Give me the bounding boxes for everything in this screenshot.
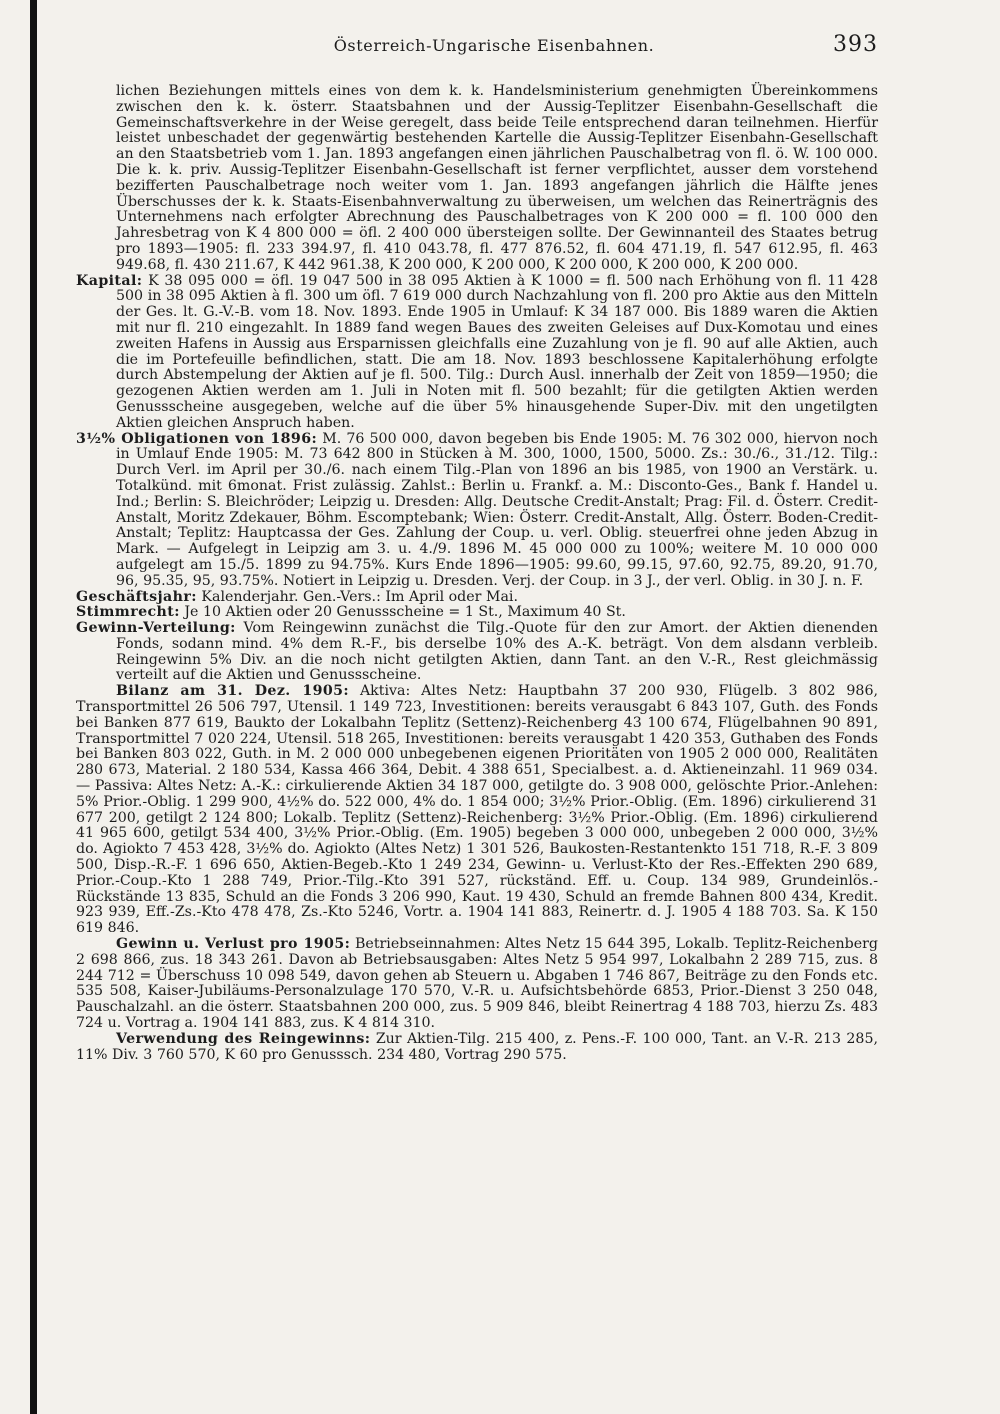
paragraph-text: lichen Beziehungen mittels eines von dem k. k. Handelsministerium genehmigten Übereinkommens zwischen den k. k. österr. Staatsbahnen und der Aussig-Teplitzer Eisenbahn-Gesellschaft die Gemeinschaftsverkehre in der Weise geregelt, dass beide Teile entsprechend daran teilnehmen. Hierfür leistet unbeschadet der gegenwärtig bestehenden Kartelle die Aussig-Teplitzer Eisenbahn-Gesellschaft an den Staatsbetrieb vom 1. Jan. 1893 angefangen einen jährlichen Pauschalbetrag von fl. ö. W. 100 000. Die k. k. priv. Aussig-Teplitzer Eisenbahn-Gesellschaft ist ferner verpflichtet, ausser dem vorstehend bezifferten Pauschalbetrage noch weiter vom 1. Jan. 1893 angefangen jährlich die Hälfte jenes Überschusses der k. k. Staats-Eisenbahnverwaltung zu überweisen, um welchen das Reinerträgnis des Unternehmens nach erfolgter Abrechnung des Pauschalbetrages von K 200 000 = fl. 100 000 den Jahresbetrag von K 4 800 000 = öfl. 2 400 000 übersteigen sollte. Der Gewinnanteil des Staates betrug pro 1893—1905: fl. 233 394.97, fl. 410 043.78, fl. 477 876.52, fl. 604 471.19, fl. 547 612.95, fl. 463 949.68, fl. 430 211.67, K 442 961.38, K 200 000, K 200 000, K 200 000, K 200 000, K 200 000.	[116, 83, 878, 273]
paragraph-text: Vom Reingewinn zunächst die Tilg.-Quote für den zur Amort. der Aktien dienenden Fonds, sodann mind. 4% dem R.-F., bis derselbe 10% des A.-K. beträgt. Von dem alsdann verbleib. Reingewinn 5% Div. an die noch nicht getilgten Aktien, dann Tant. an den V.-R., Rest gleichmässig verteilt auf die Aktien und Genussscheine.	[116, 620, 878, 684]
section-heading: Bilanz am 31. Dez. 1905:	[116, 683, 350, 700]
paragraph-text: M. 76 500 000, davon begeben bis Ende 1905: M. 76 302 000, hiervon noch in Umlauf Ende 1905: M. 73 642 800 in Stücken à M. 300, 1000, 1500, 5000. Zs.: 30./6., 31./12. Tilg.: Durch Verl. im April per 30./6. nach einem Tilg.-Plan von 1896 an bis 1985, von 1900 an Verstärk. u. Totalkünd. mit 6monat. Frist zulässig. Zahlst.: Berlin u. Frankf. a. M.: Disconto-Ges., Bank f. Handel u. Ind.; Berlin: S. Bleichröder; Leipzig u. Dresden: Allg. Deutsche Credit-Anstalt; Prag: Fil. d. Österr. Credit-Anstalt, Moritz Zdekauer, Böhm. Escomptebank; Wien: Österr. Credit-Anstalt, Allg. Österr. Boden-Credit-Anstalt; Teplitz: Hauptcassa der Ges. Zahlung der Coup. u. verl. Oblig. steuerfrei ohne jeden Abzug in Mark. — Aufgelegt in Leipzig am 3. u. 4./9. 1896 M. 45 000 000 zu 100%; weitere M. 10 000 000 aufgelegt am 15./5. 1899 zu 94.75%. Kurs Ende 1896—1905: 99.60, 99.15, 97.60, 92.75, 89.20, 91.70, 96, 95.35, 95, 93.75%. Notiert in Leipzig u. Dresden. Verj. der Coup. in 3 J., der verl. Oblig. in 30 J. n. F.	[116, 430, 879, 589]
page-title: Österreich-Ungarische Eisenbahnen.	[333, 36, 655, 55]
paragraph-verwendung	[76, 1032, 878, 1064]
paragraph-text: Aktiva: Altes Netz: Hauptbahn 37 200 930, Flügelb. 3 802 986, Transportmittel 26 506 797, Utensil. 1 149 723, Investitionen: bereits verausgabt 6 843 107, Guth. des Fonds bei Banken 877 619, Baukto der Lokalbahn Teplitz (Settenz)-Reichenberg 43 100 674, Flügelbahnen 90 891, Transportmittel 7 020 224, Utensil. 518 265, Investitionen: bereits verausgabt 1 420 353, Guthaben des Fonds bei Banken 803 022, Guth. in M. 2 000 000 unbegebenen eigenen Prioritäten von 1905 2 000 000, Realitäten 280 673, Material. 2 180 534, Kassa 466 364, Debit. 4 388 651, Specialbest. a. d. Aktieneinzahl. 11 969 034. — Passiva: Altes Netz: A.-K.: cirkulierende Aktien 34 187 000, getilgte do. 3 908 000, gelöschte Prior.-Anlehen: 5% Prior.-Oblig. 1 299 900, 4½% do. 522 000, 4% do. 1 854 000; 3½% Prior.-Oblig. (Em. 1896) cirkulierend 31 677 200, getilgt 2 124 800; Lokalb. Teplitz (Settenz)-Reichenberg: 3½% Prior.-Oblig. (Em. 1896) cirkulierend 41 965 600, getilgt 534 400, 3½% Prior.-Oblig. (Em. 1905) begeben 3 000 000, unbegeben 2 000 000, 3½% do. Agiokto 7 453 428, 3½% do. Agiokto (Altes Netz) 1 301 526, Baukosten-Restantenkto 151 718, R.-F. 3 809 500, Disp.-R.-F. 1 696 650, Aktien-Begeb.-Kto 1 249 234, Gewinn- u. Verlust-Kto der Res.-Effekten 290 689, Prior.-Coup.-Kto 1 288 749, Prior.-Tilg.-Kto 391 527, rückständ. Eff. u. Coup. 134 989, Grundeinlös.-Rückstände 13 835, Schuld an die Fonds 3 206 990, Kaut. 19 430, Schuld an fremde Bahnen 800 434, Kredit. 923 939, Eff.-Zs.-Kto 478 478, Zs.-Kto 5246, Vortr. a. 1904 141 883, Reinertr. d. J. 1905 4 188 703. Sa. K 150 619 846.	[76, 683, 878, 937]
paragraph-gewinn-verlust	[76, 937, 878, 1032]
section-heading: Kapital:	[76, 272, 143, 289]
paragraph-obligationen	[76, 432, 878, 590]
section-heading: Gewinn u. Verlust pro 1905:	[116, 936, 351, 953]
binding-edge	[30, 0, 37, 1414]
section-heading: Stimmrecht:	[76, 604, 180, 621]
running-head	[110, 32, 878, 58]
paragraph-kapital	[76, 274, 878, 432]
paragraph-text: Kalenderjahr. Gen.-Vers.: Im April oder Mai.	[201, 588, 518, 605]
body-text	[76, 84, 878, 1063]
paragraph-continuation	[76, 84, 878, 274]
paragraph-text: Je 10 Aktien oder 20 Genussscheine = 1 St., Maximum 40 St.	[184, 604, 626, 621]
paragraph-gewinn-verteilung	[76, 621, 878, 684]
section-heading: Geschäftsjahr:	[76, 588, 197, 605]
paragraph-text: Betriebseinnahmen: Altes Netz 15 644 395, Lokalb. Teplitz-Reichenberg 2 698 866, zus. 18 343 261. Davon ab Betriebsausgaben: Altes Netz 5 954 997, Lokalbahn 2 289 715, zus. 8 244 712 = Überschuss 10 098 549, davon gehen ab Steuern u. Abgaben 1 746 867, Beiträge zu den Fonds etc. 535 508, Kaiser-Jubiläums-Personalzulage 170 570, V.-R. u. Aufsichtsbehörde 6853, Prior.-Dienst 3 250 048, Pauschalzahl. an die österr. Staatsbahnen 200 000, zus. 5 909 846, bleibt Reinertrag 4 188 703, hierzu Zs. 483 724 u. Vortrag a. 1904 141 883, zus. K 4 814 310.	[76, 936, 878, 1032]
paragraph-geschaeftsjahr	[76, 590, 878, 606]
paragraph-bilanz	[76, 684, 878, 937]
page-number: 393	[833, 32, 878, 57]
paragraph-text: Zur Aktien-Tilg. 215 400, z. Pens.-F. 100 000, Tant. an V.-R. 213 285, 11% Div. 3 760 570, K 60 pro Genusssch. 234 480, Vortrag 290 575.	[76, 1030, 878, 1063]
paragraph-text: K 38 095 000 = öfl. 19 047 500 in 38 095 Aktien à K 1000 = fl. 500 nach Erhöhung von fl. 11 428 500 in 38 095 Aktien à fl. 300 um öfl. 7 619 000 durch Nachzahlung von fl. 200 pro Aktie aus den Mitteln der Ges. lt. G.-V.-B. vom 18. Nov. 1893. Ende 1905 in Umlauf: K 34 187 000. Bis 1889 waren die Aktien mit nur fl. 210 eingezahlt. In 1889 fand wegen Baues des zweiten Geleises auf Dux-Komotau und eines zweiten Hafens in Aussig aus Ersparnissen gleichfalls eine Zuzahlung von je fl. 90 auf alle Aktien, auch die im Portefeuille befindlichen, statt. Die am 18. Nov. 1893 beschlossene Kapitalerhöhung erfolgte durch Abstempelung der Aktien auf je fl. 500. Tilg.: Durch Ausl. innerhalb der Zeit von 1859—1950; die gezogenen Aktien werden am 1. Juli in Noten mit fl. 500 bezahlt; für die getilgten Aktien werden Genussscheine ausgegeben, welche auf die über 5% hinausgehende Super-Div. mit den ungetilgten Aktien gleichen Anspruch haben.	[116, 272, 879, 431]
section-heading: Gewinn-Verteilung:	[76, 620, 236, 637]
section-heading: 3½% Obligationen von 1896:	[76, 430, 318, 447]
section-heading: Verwendung des Reingewinns:	[116, 1030, 371, 1047]
paragraph-stimmrecht	[76, 605, 878, 621]
